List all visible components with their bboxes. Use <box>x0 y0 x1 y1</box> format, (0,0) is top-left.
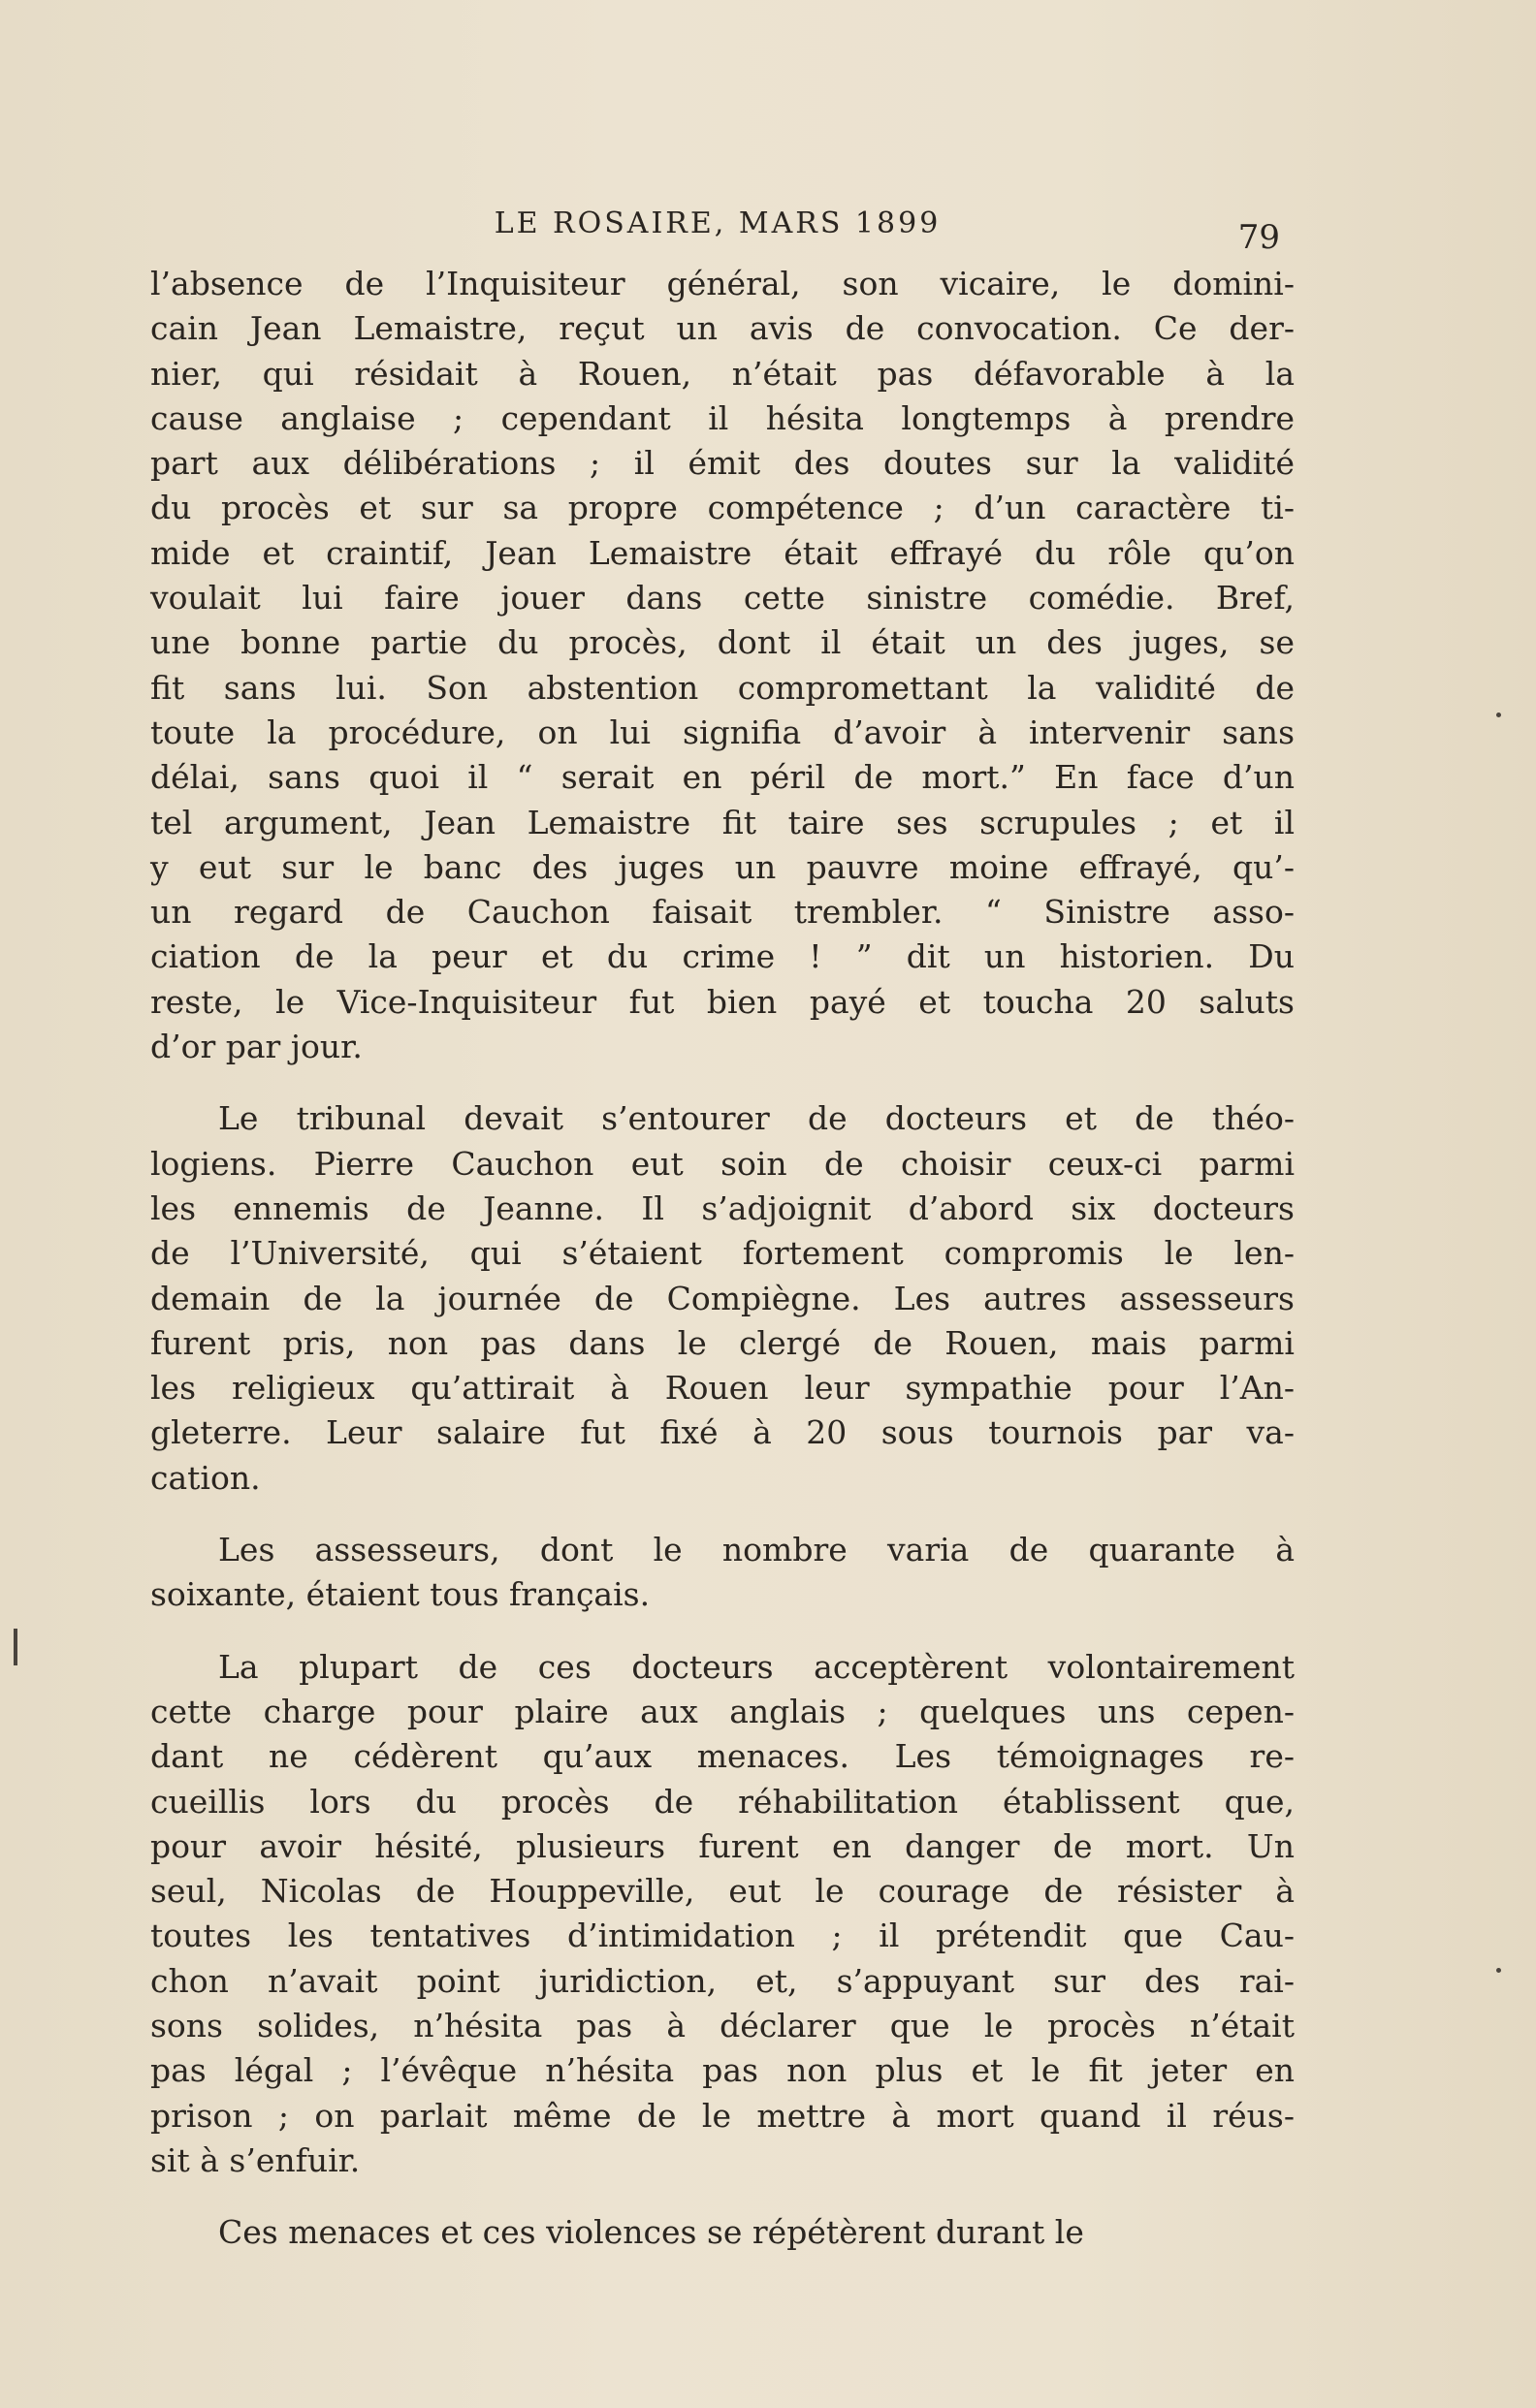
text-line: sons solides, n’hésita pas à déclarer que le procès n’était <box>150 2006 1295 2044</box>
text-line: mide et craintif, Jean Lemaistre était effrayé du rôle qu’on <box>150 533 1295 572</box>
text-line: toute la procédure, on lui signifia d’avoir à intervenir sans <box>150 713 1295 751</box>
text-line: Ces menaces et ces violences se répétèrent durant le <box>218 2213 1084 2252</box>
text-line: seul, Nicolas de Houppeville, eut le courage de résister à <box>150 1872 1295 1911</box>
text-line: Le tribunal devait s’entourer de docteurs et de théo- <box>218 1099 1295 1138</box>
text-line: délai, sans quoi il “ serait en péril de mort.” En face d’un <box>150 758 1295 797</box>
text-line: cation. <box>150 1458 261 1497</box>
text-line: cause anglaise ; cependant il hésita longtemps à prendre <box>150 398 1295 437</box>
text-line: La plupart de ces docteurs acceptèrent volontairement <box>218 1647 1295 1686</box>
text-line: prison ; on parlait même de le mettre à mort quand il réus- <box>150 2096 1295 2135</box>
margin-dot <box>1496 713 1501 717</box>
text-line: Les assesseurs, dont le nombre varia de quarante à <box>218 1531 1295 1569</box>
running-head: LE ROSAIRE, MARS 1899 <box>494 206 942 240</box>
text-line: toutes les tentatives d’intimidation ; il prétendit que Cau- <box>150 1917 1295 1955</box>
text-line: sit à s’enfuir. <box>150 2140 361 2179</box>
margin-mark <box>14 1629 17 1665</box>
text-line: nier, qui résidait à Rouen, n’était pas défavorable à la <box>150 354 1295 393</box>
text-line: une bonne partie du procès, dont il était un des juges, se <box>150 623 1295 662</box>
text-line: voulait lui faire jouer dans cette sinistre comédie. Bref, <box>150 579 1295 618</box>
text-line: du procès et sur sa propre compétence ; d’un caractère ti- <box>150 489 1295 527</box>
text-line: logiens. Pierre Cauchon eut soin de choisir ceux-ci parmi <box>150 1144 1295 1183</box>
text-line: demain de la journée de Compiègne. Les autres assesseurs <box>150 1279 1295 1317</box>
text-line: cette charge pour plaire aux anglais ; quelques uns cepen- <box>150 1692 1295 1730</box>
text-line: cain Jean Lemaistre, reçut un avis de convocation. Ce der- <box>150 309 1295 348</box>
paragraph <box>150 1528 1295 1618</box>
text-line: ciation de la peur et du crime ! ” dit un historien. Du <box>150 937 1295 976</box>
text-line: de l’Université, qui s’étaient fortement compromis le len- <box>150 1234 1295 1273</box>
page-header <box>145 199 1290 257</box>
text-line: pas légal ; l’évêque n’hésita pas non plus et le fit jeter en <box>150 2051 1295 2090</box>
text-line: furent pris, non pas dans le clergé de Rouen, mais parmi <box>150 1323 1295 1362</box>
text-line: reste, le Vice-Inquisiteur fut bien payé et toucha 20 saluts <box>150 982 1295 1021</box>
text-line: dant ne cédèrent qu’aux menaces. Les témoignages re- <box>150 1737 1295 1776</box>
page-number: 79 <box>1237 218 1280 257</box>
text-line: un regard de Cauchon faisait trembler. “ Sinistre asso- <box>150 893 1295 932</box>
text-line: soixante, étaient tous français. <box>150 1575 651 1614</box>
text-line: chon n’avait point juridiction, et, s’appuyant sur des rai- <box>150 1961 1295 2000</box>
text-line: y eut sur le banc des juges un pauvre moine effrayé, qu’- <box>150 847 1295 886</box>
body-text <box>150 262 1295 2255</box>
text-line: les religieux qu’attirait à Rouen leur sympathie pour l’An- <box>150 1369 1295 1408</box>
text-line: pour avoir hésité, plusieurs furent en danger de mort. Un <box>150 1826 1295 1865</box>
paragraph <box>150 2210 1295 2255</box>
paragraph <box>150 1645 1295 2184</box>
text-line: gleterre. Leur salaire fut fixé à 20 sous tournois par va- <box>150 1413 1295 1452</box>
text-line: fit sans lui. Son abstention compromettant la validité de <box>150 668 1295 707</box>
text-line: tel argument, Jean Lemaistre fit taire ses scrupules ; et il <box>150 803 1295 841</box>
margin-dot <box>1496 1968 1501 1973</box>
text-line: d’or par jour. <box>150 1028 363 1066</box>
paragraph <box>150 1096 1295 1501</box>
text-line: part aux délibérations ; il émit des doutes sur la validité <box>150 444 1295 483</box>
text-line: cueillis lors du procès de réhabilitation établissent que, <box>150 1782 1295 1821</box>
text-line: les ennemis de Jeanne. Il s’adjoignit d’abord six docteurs <box>150 1188 1295 1227</box>
paragraph <box>150 262 1295 1069</box>
text-line: l’absence de l’Inquisiteur général, son vicaire, le domini- <box>150 265 1295 302</box>
